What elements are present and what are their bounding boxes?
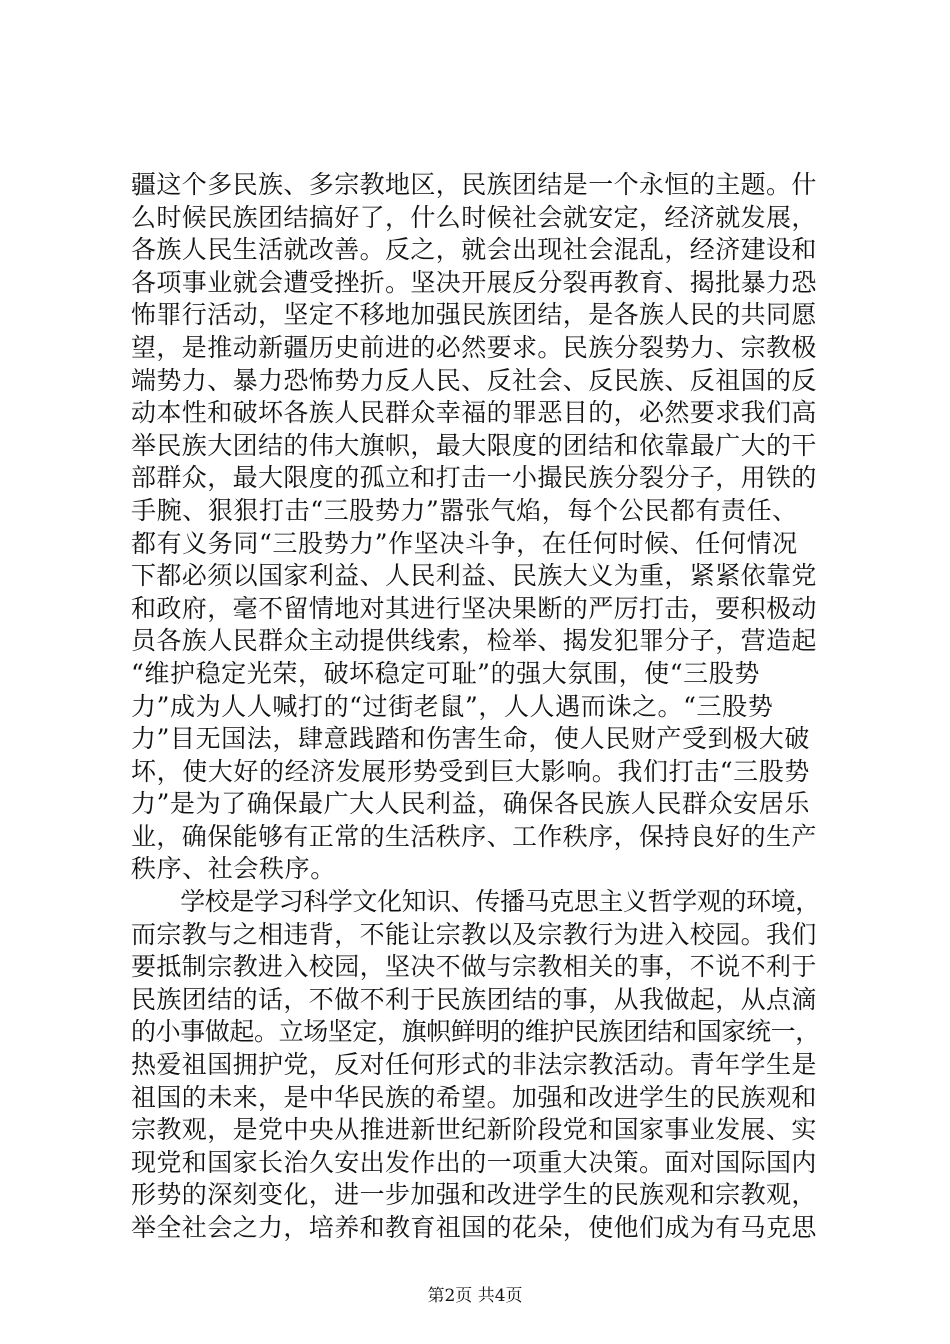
text-line: 力”是为了确保最广大人民利益，确保各民族人民群众安居乐 bbox=[131, 789, 810, 819]
text-line: 学校是学习科学文化知识、传播马克思主义哲学观的环境， bbox=[131, 887, 820, 917]
text-line: 部群众，最大限度的孤立和打击一小撮民族分裂分子，用铁的 bbox=[131, 463, 817, 493]
text-line: 望，是推动新疆历史前进的必然要求。民族分裂势力、宗教极 bbox=[131, 332, 817, 362]
text-line: 举全社会之力，培养和教育祖国的花朵，使他们成为有马克思 bbox=[131, 1213, 817, 1242]
text-line: 力”目无国法，肆意践踏和伤害生命，使人民财产受到极大破 bbox=[131, 724, 810, 754]
text-line: 举民族大团结的伟大旗帜，最大限度的团结和依靠最广大的干 bbox=[131, 430, 817, 460]
text-line: 而宗教与之相违背，不能让宗教以及宗教行为进入校园。我们 bbox=[131, 919, 817, 949]
text-line: 都有义务同“三股势力”作坚决斗争，在任何时候、任何情况 bbox=[131, 528, 798, 558]
text-line: 疆这个多民族、多宗教地区，民族团结是一个永恒的主题。什 bbox=[131, 170, 817, 199]
text-line: 力”成为人人喊打的“过街老鼠”，人人遇而诛之。“三股势 bbox=[131, 691, 774, 721]
text-line: 怖罪行活动，坚定不移地加强民族团结，是各族人民的共同愿 bbox=[131, 300, 817, 330]
text-line: 祖国的未来，是中华民族的希望。加强和改进学生的民族观和 bbox=[131, 1082, 817, 1112]
text-line: 热爱祖国拥护党，反对任何形式的非法宗教活动。青年学生是 bbox=[131, 1050, 817, 1080]
text-line: “维护稳定光荣，破坏稳定可耻”的强大氛围，使“三股势 bbox=[131, 658, 760, 688]
text-line: 下都必须以国家利益、人民利益、民族大义为重，紧紧依靠党 bbox=[131, 561, 817, 591]
text-line: 现党和国家长治久安出发作出的一项重大决策。面对国际国内 bbox=[131, 1147, 817, 1177]
text-line: 手腕、狠狠打击“三股势力”嚣张气焰，每个公民都有责任、 bbox=[131, 495, 798, 525]
text-line: 形势的深刻变化，进一步加强和改进学生的民族观和宗教观， bbox=[131, 1180, 817, 1210]
text-line: 坏，使大好的经济发展形势受到巨大影响。我们打击“三股势 bbox=[131, 756, 810, 786]
text-line: 秩序、社会秩序。 bbox=[131, 854, 336, 884]
page-footer: 第2页 共4页 bbox=[427, 1286, 523, 1306]
text-line: 员各族人民群众主动提供线索，检举、揭发犯罪分子，营造起 bbox=[131, 626, 817, 656]
text-line: 要抵制宗教进入校园，坚决不做与宗教相关的事，不说不利于 bbox=[131, 952, 817, 982]
text-line: 和政府，毫不留情地对其进行坚决果断的严厉打击，要积极动 bbox=[131, 593, 817, 623]
text-line: 的小事做起。立场坚定，旗帜鲜明的维护民族团结和国家统一， bbox=[131, 1017, 820, 1047]
text-line: 各族人民生活就改善。反之，就会出现社会混乱，经济建设和 bbox=[131, 235, 817, 265]
text-line: 动本性和破坏各族人民群众幸福的罪恶目的，必然要求我们高 bbox=[131, 398, 817, 428]
document-body bbox=[131, 169, 821, 1245]
text-line: 宗教观，是党中央从推进新世纪新阶段党和国家事业发展、实 bbox=[131, 1115, 817, 1145]
text-line: 业，确保能够有正常的生活秩序、工作秩序，保持良好的生产 bbox=[131, 821, 817, 851]
text-line: 么时候民族团结搞好了，什么时候社会就安定，经济就发展， bbox=[131, 202, 817, 232]
text-line: 端势力、暴力恐怖势力反人民、反社会、反民族、反祖国的反 bbox=[131, 365, 817, 395]
text-line: 民族团结的话，不做不利于民族团结的事，从我做起，从点滴 bbox=[131, 984, 817, 1014]
text-line: 各项事业就会遭受挫折。坚决开展反分裂再教育、揭批暴力恐 bbox=[131, 267, 817, 297]
